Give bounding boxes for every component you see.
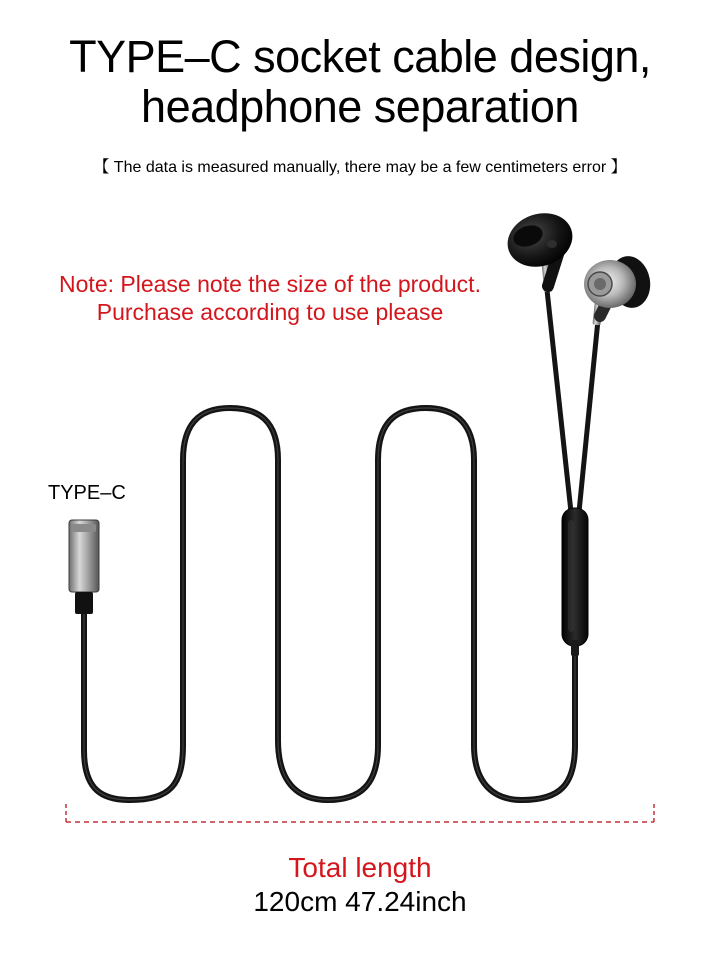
total-length-label: Total length (288, 852, 432, 883)
total-length-value: 120cm 47.24inch (253, 886, 467, 917)
cable (84, 408, 575, 800)
size-note-line-1: Note: Please note the size of the product. (59, 271, 481, 297)
left-ear-cable (547, 290, 571, 512)
connector-label: TYPE–C (48, 482, 126, 504)
length-dimension-line (66, 804, 654, 822)
title-line-2: headphone separation (141, 81, 579, 132)
measurement-disclaimer: 【 The data is measured manually, there may be a few centimeters error 】 (93, 159, 627, 176)
type-c-connector (69, 520, 99, 614)
title-line-1: TYPE–C socket cable design, (69, 31, 651, 82)
inline-remote (562, 508, 588, 656)
black-earbud (501, 205, 580, 286)
right-ear-cable (579, 320, 598, 512)
size-note-line-2: Purchase according to use please (96, 299, 444, 325)
